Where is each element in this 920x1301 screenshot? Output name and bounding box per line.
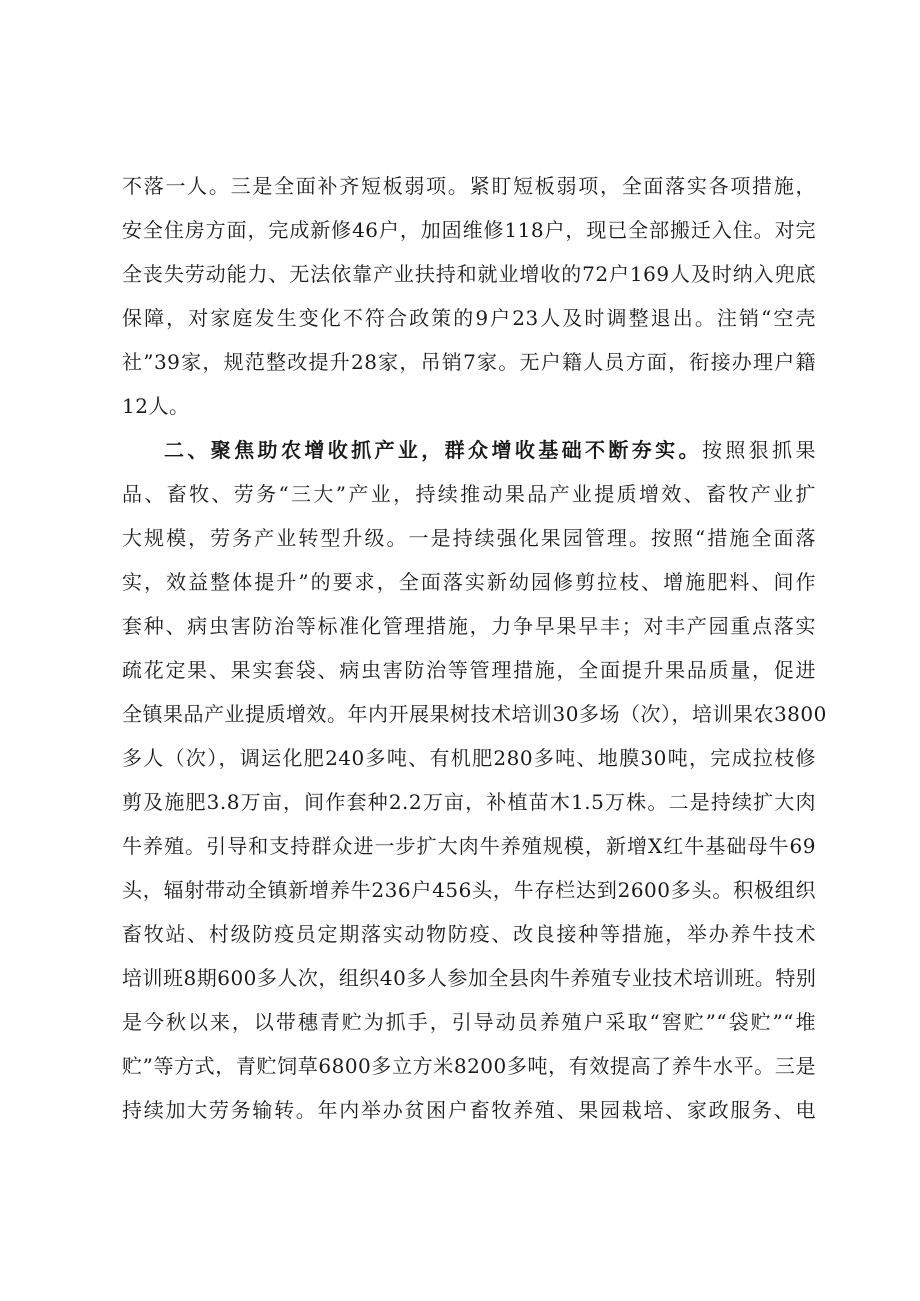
- section-heading: 二、聚焦助农增收抓产业，群众增收基础不断夯实。: [164, 438, 702, 462]
- paragraph-2-line-2: 品、畜牧、劳务“三大”产业，持续推动果品产业提质增效、畜牧产业扩: [122, 482, 816, 506]
- paragraph-2-line-14: 是今秋以来，以带穗青贮为抓手，引导动员养殖户采取“窖贮”“袋贮”“堆: [122, 1010, 816, 1034]
- paragraph-2-line-12: 畜牧站、村级防疫员定期落实动物防疫、改良接种等措施，举办养牛技术: [122, 922, 816, 946]
- paragraph-1-line-3: 全丧失劳动能力、无法依靠产业扶持和就业增收的72户169人及时纳入兜底: [122, 262, 816, 286]
- paragraph-2-line-11: 头，辐射带动全镇新增养牛236户456头，牛存栏达到2600多头。积极组织: [122, 878, 816, 902]
- paragraph-2-line-1: [164, 428, 816, 472]
- paragraph-2-line-9: 剪及施肥3.8万亩，间作套种2.2万亩，补植苗木1.5万株。二是持续扩大肉: [122, 790, 816, 814]
- paragraph-2-line-1-text: 按照狠抓果: [701, 438, 817, 462]
- paragraph-1-line-5: 社”39家，规范整改提升28家，吊销7家。无户籍人员方面，衔接办理户籍: [122, 350, 816, 374]
- paragraph-2-line-16: 持续加大劳务输转。年内举办贫困户畜牧养殖、果园栽培、家政服务、电: [122, 1098, 816, 1122]
- paragraph-1-line-1: 不落一人。三是全面补齐短板弱项。紧盯短板弱项，全面落实各项措施，: [122, 174, 816, 198]
- paragraph-1-line-6: 12人。: [122, 394, 190, 418]
- paragraph-1-line-4: 保障，对家庭发生变化不符合政策的9户23人及时调整退出。注销“空壳: [122, 306, 816, 330]
- paragraph-2-line-5: 套种、病虫害防治等标准化管理措施，力争早果早丰；对丰产园重点落实: [122, 614, 816, 638]
- paragraph-2-line-7: 全镇果品产业提质增效。年内开展果树技术培训30多场（次），培训果农3800: [122, 702, 827, 726]
- paragraph-2-line-4: 实，效益整体提升”的要求，全面落实新幼园修剪拉枝、增施肥料、间作: [122, 570, 816, 594]
- paragraph-2-line-13: 培训班8期600多人次，组织40多人参加全县肉牛养殖专业技术培训班。特别: [122, 966, 817, 990]
- paragraph-2-line-6: 疏花定果、果实套袋、病虫害防治等管理措施，全面提升果品质量，促进: [122, 658, 816, 682]
- paragraph-2-line-10: 牛养殖。引导和支持群众进一步扩大肉牛养殖规模，新增X红牛基础母牛69: [122, 834, 816, 858]
- paragraph-1-line-2: 安全住房方面，完成新修46户，加固维修118户，现已全部搬迁入住。对完: [122, 218, 816, 242]
- paragraph-2-line-3: 大规模，劳务产业转型升级。一是持续强化果园管理。按照“措施全面落: [122, 526, 816, 550]
- paragraph-2-line-15: 贮”等方式，青贮饲草6800多立方米8200多吨，有效提高了养牛水平。三是: [122, 1054, 816, 1078]
- paragraph-2-line-8: 多人（次），调运化肥240多吨、有机肥280多吨、地膜30吨，完成拉枝修: [122, 746, 816, 770]
